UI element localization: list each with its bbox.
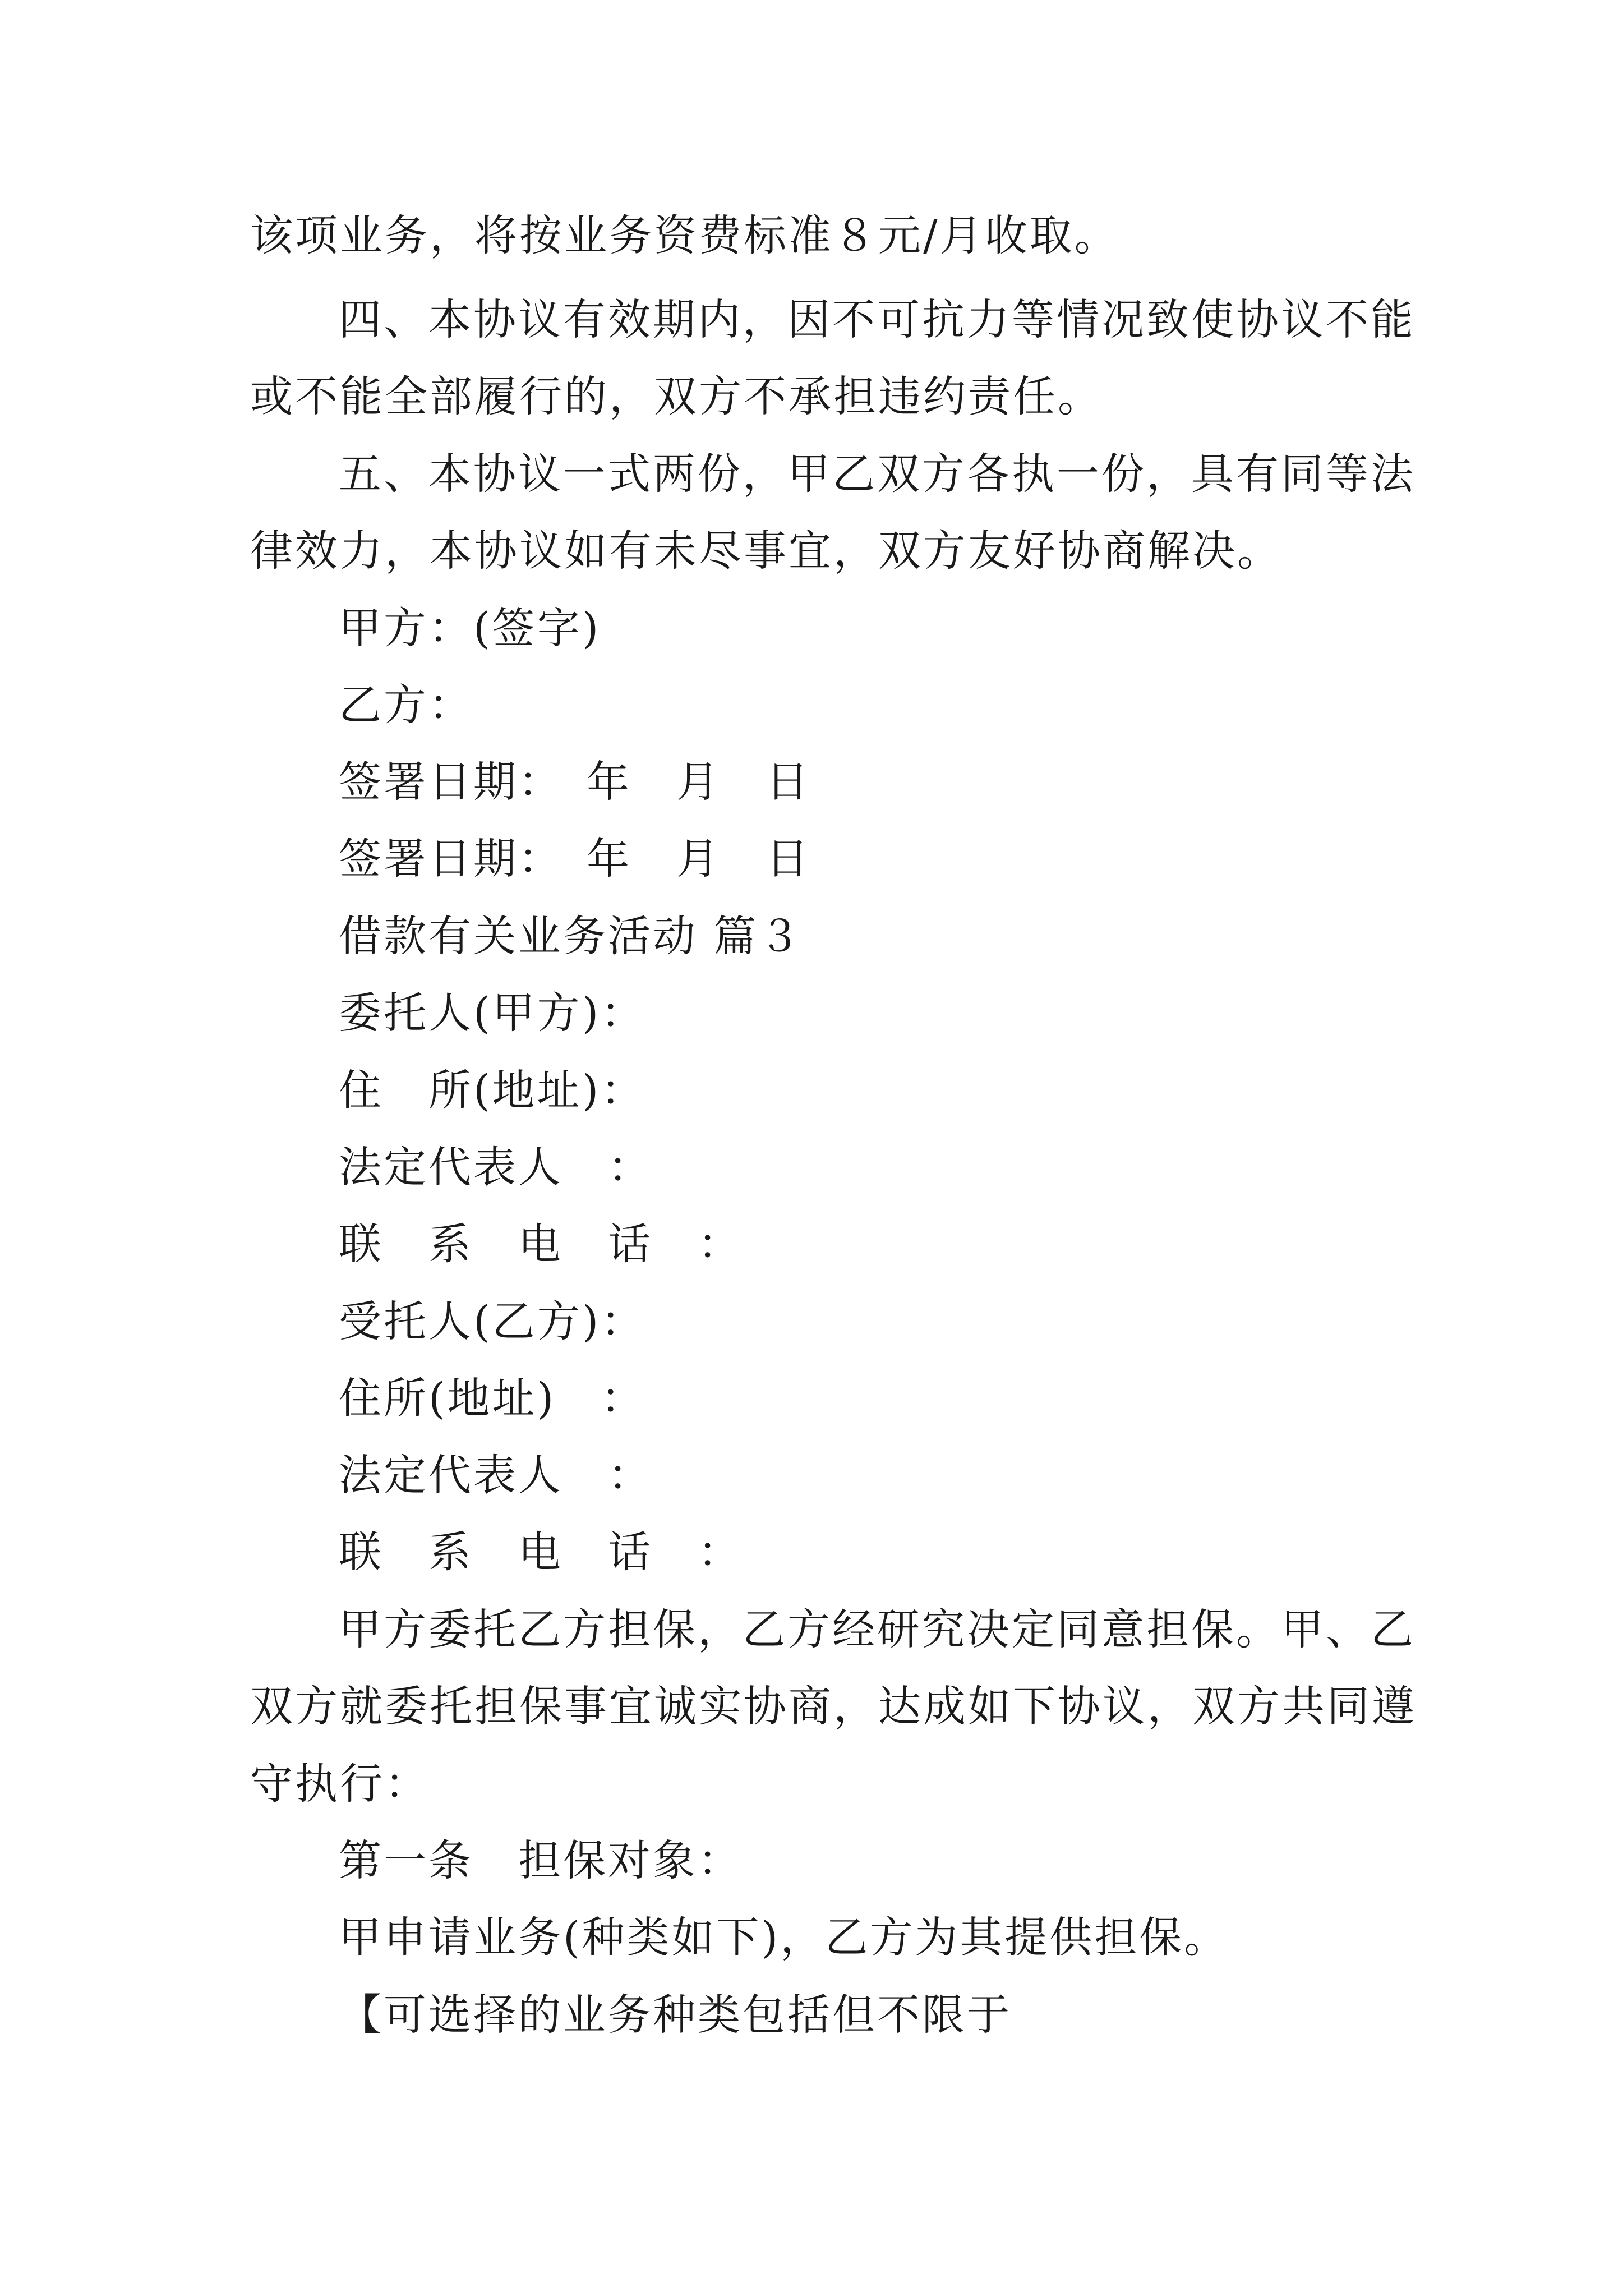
agreement-intro-line: 双方就委托担保事宜诚实协商，达成如下协议，双方共同遵 [250, 1681, 1417, 1731]
article-one-text: 甲申请业务(种类如下)，乙方为其提供担保。 [339, 1912, 1229, 1962]
trustee-label: 受托人(乙方)： [339, 1296, 646, 1346]
agreement-intro-line: 甲方委托乙方担保，乙方经研究决定同意担保。甲、乙 [339, 1604, 1415, 1654]
business-types-line: 【可选择的业务种类包括但不限于 [339, 1990, 1012, 2040]
clause-four-line: 四、本协议有效期内，因不可抗力等情况致使协议不能 [339, 295, 1415, 344]
article-one-heading: 第一条 担保对象： [339, 1835, 743, 1885]
phone-label: 联 系 电 话 ： [339, 1219, 743, 1269]
agreement-intro-line: 守执行： [250, 1759, 430, 1809]
address-label: 住 所(地址)： [339, 1065, 646, 1115]
signing-date: 签署日期： 年 月 日 [339, 834, 811, 884]
legal-representative-label: 法定代表人 ： [339, 1450, 653, 1500]
principal-label: 委托人(甲方)： [339, 988, 646, 1038]
phone-label: 联 系 电 话 ： [339, 1527, 743, 1577]
party-b-label: 乙方： [339, 680, 473, 730]
legal-representative-label: 法定代表人 ： [339, 1142, 653, 1192]
signing-date: 签署日期： 年 月 日 [339, 757, 811, 807]
clause-four-line: 或不能全部履行的，双方不承担违约责任。 [250, 371, 1103, 421]
address-label: 住所(地址) ： [339, 1373, 646, 1423]
paragraph-line: 该项业务，将按业务资费标准８元/月收取。 [250, 210, 1119, 260]
clause-five-line: 律效力，本协议如有未尽事宜，双方友好协商解决。 [250, 526, 1282, 576]
party-a-signature: 甲方：(签字) [339, 603, 601, 653]
clause-five-line: 五、本协议一式两份，甲乙双方各执一份，具有同等法 [339, 449, 1415, 499]
section-heading: 借款有关业务活动 篇３ [339, 911, 804, 961]
